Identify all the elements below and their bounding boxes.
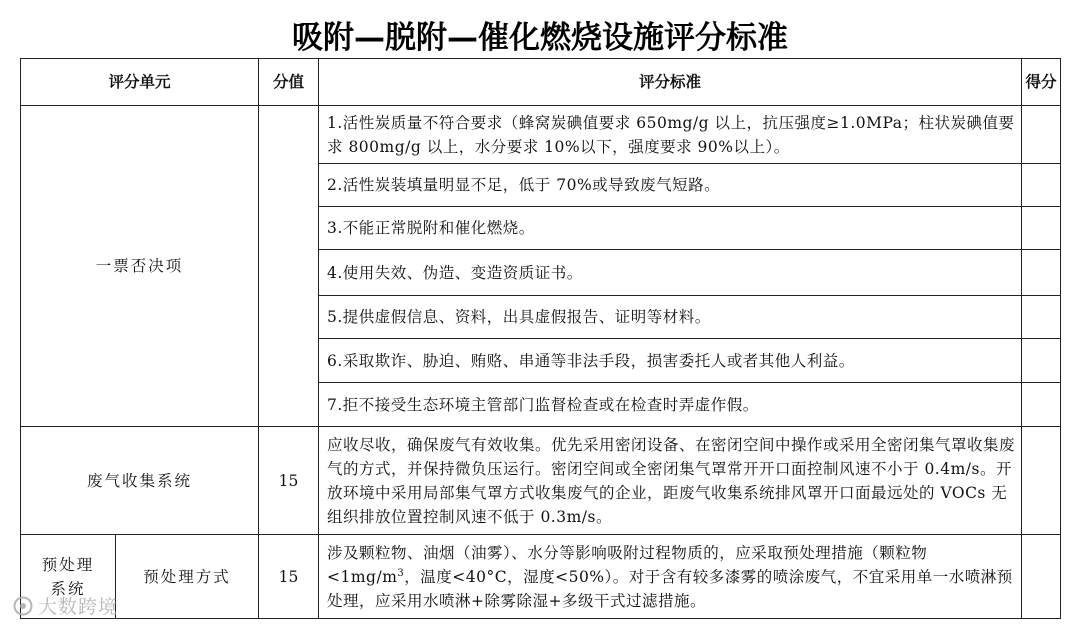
veto-item: 4.使用失效、伪造、变造资质证书。 [319, 250, 1022, 296]
score-input-cell[interactable] [1022, 250, 1061, 296]
veto-item: 5.提供虚假信息、资料，出具虚假报告、证明等材料。 [319, 296, 1022, 339]
veto-item: 3.不能正常脱附和催化燃烧。 [319, 207, 1022, 250]
pretreatment-criteria-part1: 涉及颗粒物、油烟（油雾）、水分等影响吸附过程物质的，应采取预处理措施（颗粒物<1mg/m [327, 543, 928, 586]
score-input-cell[interactable] [1022, 164, 1061, 207]
pretreatment-criteria-sup: 3 [397, 567, 405, 579]
score-input-cell[interactable] [1022, 339, 1061, 383]
pretreatment-group-line1: 预处理 [41, 555, 95, 574]
watermark [12, 592, 118, 619]
header-unit: 评分单元 [21, 59, 259, 106]
veto-item: 6.采取欺诈、胁迫、贿赂、串通等非法手段，损害委托人或者其他人利益。 [319, 339, 1022, 383]
pretreatment-score: 15 [259, 535, 319, 619]
header-result: 得分 [1022, 59, 1061, 106]
veto-label: 一票否决项 [21, 106, 259, 427]
header-score: 分值 [259, 59, 319, 106]
pretreatment-criteria [319, 535, 1022, 619]
score-input-cell[interactable] [1022, 106, 1061, 164]
watermark-text: 大数跨境 [38, 596, 119, 618]
header-criteria: 评分标准 [319, 59, 1022, 106]
pretreatment-group-line2: 系统 [50, 579, 86, 598]
table-row [21, 535, 1061, 619]
header-row [21, 59, 1061, 106]
page-title: 吸附—脱附—催化燃烧设施评分标准 [292, 20, 788, 56]
collection-label: 废气收集系统 [21, 427, 259, 535]
pretreatment-criteria-part2: ，温度<40°C，湿度<50%）。对于含有较多漆雾的喷涂废气，不宜采用单一水喷淋预处理，应采用水喷淋+除雾除湿+多级干式过滤措施。 [327, 567, 1013, 610]
veto-item: 1.活性炭质量不符合要求（蜂窝炭碘值要求 650mg/g 以上，抗压强度≥1.0MPa；柱状炭碘值要求 800mg/g 以上，水分要求 10%以下，强度要求 90%以上）。 [319, 106, 1022, 164]
score-input-cell[interactable] [1022, 427, 1061, 535]
collection-score: 15 [259, 427, 319, 535]
collection-criteria: 应收尽收，确保废气有效收集。优先采用密闭设备、在密闭空间中操作或采用全密闭集气罩收集废气的方式，并保持微负压运行。密闭空间或全密闭集气罩常开开口面控制风速不小于 0.4m/s。开放环境中采用局部集气罩方式收集废气的企业，距废气收集系统排风罩开口面最远处的 VOCs 无组织排放位置控制风速不低于 0.3m/s。 [319, 427, 1022, 535]
table-row [21, 427, 1061, 535]
scoring-table [20, 58, 1061, 619]
score-input-cell[interactable] [1022, 535, 1061, 619]
veto-item: 2.活性炭装填量明显不足，低于 70%或导致废气短路。 [319, 164, 1022, 207]
veto-item: 7.拒不接受生态环境主管部门监督检查或在检查时弄虚作假。 [319, 383, 1022, 427]
pretreatment-label: 预处理方式 [116, 535, 259, 619]
watermark-logo-icon [12, 595, 34, 617]
table-row [21, 106, 1061, 164]
score-input-cell[interactable] [1022, 296, 1061, 339]
score-input-cell[interactable] [1022, 207, 1061, 250]
veto-score-cell [259, 106, 319, 427]
score-input-cell[interactable] [1022, 383, 1061, 427]
